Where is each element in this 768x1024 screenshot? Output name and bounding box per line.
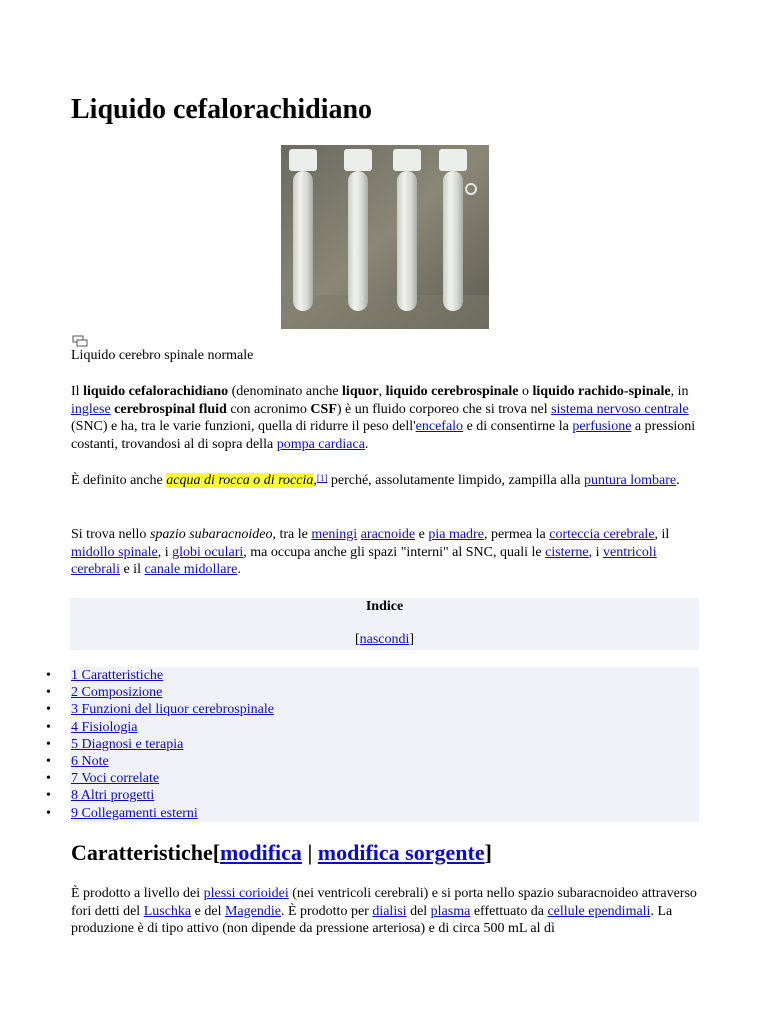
link-pompa-cardiaca[interactable]: pompa cardiaca <box>276 436 365 452</box>
test-tubes-photo[interactable] <box>281 145 489 329</box>
toc-item <box>70 736 699 753</box>
reference-1[interactable]: [1] <box>316 473 328 483</box>
link-corteccia-cerebrale[interactable]: corteccia cerebrale <box>549 527 655 542</box>
toc-header <box>70 598 699 650</box>
toc-link-diagnosi[interactable]: 5 Diagnosi e terapia <box>71 736 184 752</box>
toc-item <box>70 667 699 684</box>
toc-link-voci-correlate[interactable]: 7 Voci correlate <box>71 771 160 787</box>
link-perfusione[interactable]: perfusione <box>572 419 632 435</box>
link-sistema-nervoso-centrale[interactable]: sistema nervoso centrale <box>551 401 689 417</box>
link-plasma[interactable]: plasma <box>430 903 471 919</box>
paragraph-location: Si trova nello spazio subaracnoideo, tra le meningi aracnoide e pia madre, permea la corteccia cerebrale, il midollo spinale, i globi oculari, ma occupa anche gli spazi "interni" al SNC, quali le cisterne, i ventricoli cerebrali e il canale midollare. <box>71 527 670 578</box>
toc-toggle: [nascondi] <box>354 632 415 647</box>
toc-link-fisiologia[interactable]: 4 Fisiologia <box>71 719 138 735</box>
toc-link-composizione[interactable]: 2 Composizione <box>71 685 163 701</box>
link-cisterne[interactable]: cisterne <box>545 544 589 560</box>
link-canale-midollare[interactable]: canale midollare <box>144 562 238 578</box>
toc-item <box>70 805 699 822</box>
edit-source-link[interactable]: modifica sorgente <box>317 840 485 865</box>
toc-item <box>70 770 699 787</box>
link-meningi[interactable]: meningi <box>311 527 358 542</box>
toc-item <box>70 684 699 701</box>
page-title: Liquido cefalorachidiano <box>71 94 373 125</box>
paragraph-acqua-di-rocca: È definito anche acqua di rocca o di roccia,[1] perché, assolutamente limpido, zampilla alla puntura lombare. <box>71 473 680 488</box>
link-globi-oculari[interactable]: globi oculari <box>172 544 244 560</box>
link-cellule-ependimali[interactable]: cellule ependimali <box>547 903 651 919</box>
link-magendie[interactable]: Magendie <box>224 903 281 919</box>
toc-item <box>70 719 699 736</box>
intro-paragraph: Il liquido cefalorachidiano (denominato anche liquor, liquido cerebrospinale o liquido rachido-spinale, in inglese cerebrospinal fluid con acronimo CSF) è un fluido corporeo che si trova nel sistema nervoso centrale (SNC) e ha, tra le varie funzioni, quella di ridurre il peso dell'encefalo e di consentirne la perfusione a pressioni costanti, trovandosi al di sopra della pompa cardiaca. <box>71 384 696 452</box>
toc-hide-link[interactable]: nascondi <box>359 632 410 647</box>
toc-item <box>70 753 699 770</box>
link-inglese[interactable]: inglese <box>71 401 111 417</box>
link-luschka[interactable]: Luschka <box>143 903 192 919</box>
toc-link-note[interactable]: 6 Note <box>71 753 109 769</box>
link-plessi-corioidei[interactable]: plessi corioidei <box>203 886 289 901</box>
paragraph-production: È prodotto a livello dei plessi corioidei (nei ventricoli cerebrali) e si porta nello spazio subaracnoideo attraverso fori detti del Luschka e del Magendie. È prodotto per dialisi del plasma effettuato da cellule ependimali. La produzione è di tipo attivo (non dipende da pressione arteriosa) e di circa 500 mL al dì <box>71 886 697 937</box>
section-heading-caratteristiche: Caratteristiche[modifica | modifica sorgente] <box>71 840 492 865</box>
highlighted-text: acqua di rocca o di roccia <box>166 473 314 488</box>
toc-link-caratteristiche[interactable]: 1 Caratteristiche <box>71 668 164 683</box>
toc-title: Indice <box>365 599 404 614</box>
toc-item <box>70 787 699 804</box>
edit-link[interactable]: modifica <box>220 840 302 865</box>
toc-list <box>70 667 699 822</box>
link-ventricoli-cerebrali[interactable]: ventricoli cerebrali <box>71 544 657 578</box>
toc-item <box>70 701 699 718</box>
toc-link-collegamenti-esterni[interactable]: 9 Collegamenti esterni <box>71 805 198 821</box>
enlarge-icon[interactable] <box>72 335 88 347</box>
link-pia-madre[interactable]: pia madre <box>428 527 484 542</box>
toc-link-altri-progetti[interactable]: 8 Altri progetti <box>71 788 155 804</box>
link-encefalo[interactable]: encefalo <box>415 419 464 435</box>
link-midollo-spinale[interactable]: midollo spinale <box>71 544 158 560</box>
link-puntura-lombare[interactable]: puntura lombare <box>583 473 677 488</box>
link-dialisi[interactable]: dialisi <box>372 903 407 919</box>
toc-link-funzioni[interactable]: 3 Funzioni del liquor cerebrospinale <box>71 702 274 718</box>
figure-caption: Liquido cerebro spinale normale <box>71 348 254 363</box>
link-aracnoide[interactable]: aracnoide <box>360 527 416 542</box>
